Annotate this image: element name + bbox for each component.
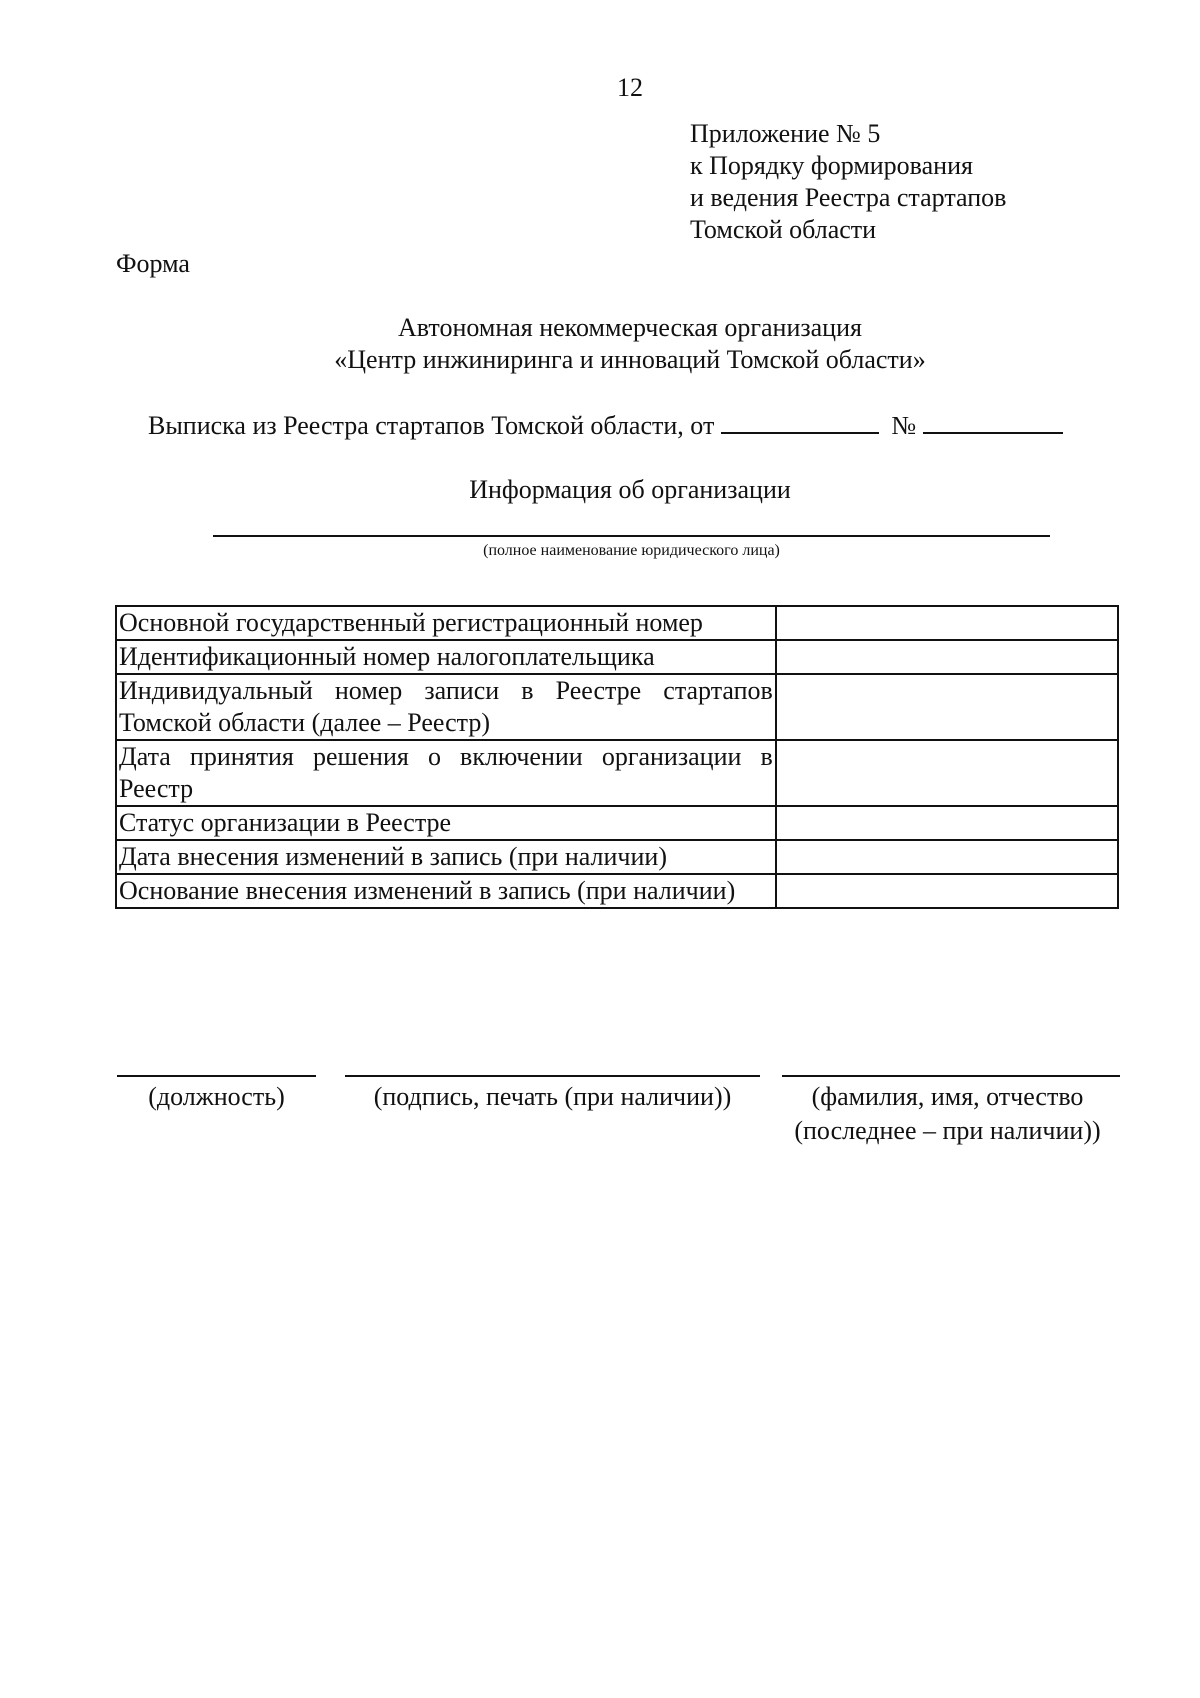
signature-caption: (подпись, печать (при наличии)) [373,1082,732,1111]
position-caption: (должность) [148,1082,285,1111]
table-row [116,840,1118,874]
info-title: Информация об организации [469,475,791,504]
row-value[interactable] [776,840,1118,874]
extract-heading [148,410,1063,442]
full-name-caption-line-1: (фамилия, имя, отчество [811,1082,1084,1111]
table-row [116,674,1118,740]
full-name-line[interactable] [782,1075,1120,1077]
extract-text: Выписка из Реестра стартапов Томской области, от [148,411,715,440]
row-value[interactable] [776,806,1118,840]
row-label: Индивидуальный номер записи в Реестре стартапов Томской области (далее – Реестр) [116,674,776,740]
table-row [116,740,1118,806]
row-label: Основной государственный регистрационный номер [116,606,776,640]
row-label: Дата принятия решения о включении организации в Реестр [116,740,776,806]
table-row [116,874,1118,908]
row-label: Идентификационный номер налогоплательщика [116,640,776,674]
row-label: Основание внесения изменений в запись (при наличии) [116,874,776,908]
full-name-caption [770,1080,1125,1148]
row-value[interactable] [776,674,1118,740]
appendix-line: Томской области [690,215,877,244]
appendix-line: Приложение № 5 [690,119,881,148]
registry-info-table [115,605,1119,909]
organization-name-line[interactable] [213,535,1050,537]
row-value[interactable] [776,606,1118,640]
organization-name [0,312,1200,376]
table-row [116,640,1118,674]
appendix-line: и ведения Реестра стартапов [690,183,1007,212]
organization-name-caption: (полное наименование юридического лица) [483,542,780,559]
number-sign: № [891,411,917,440]
row-value[interactable] [776,874,1118,908]
organization-line-2: «Центр инжиниринга и инноваций Томской области» [334,345,926,374]
signature-line[interactable] [345,1075,760,1077]
form-label: Форма [116,249,190,278]
extract-number-blank[interactable] [923,410,1063,434]
row-value[interactable] [776,640,1118,674]
row-label: Дата внесения изменений в запись (при наличии) [116,840,776,874]
appendix-block [690,118,1006,246]
page-number: 12 [617,73,643,102]
appendix-line: к Порядку формирования [690,151,973,180]
organization-line-1: Автономная некоммерческая организация [398,313,862,342]
table-row [116,806,1118,840]
row-label: Статус организации в Реестре [116,806,776,840]
row-value[interactable] [776,740,1118,806]
table-row [116,606,1118,640]
extract-date-blank[interactable] [721,410,879,434]
position-line[interactable] [117,1075,316,1077]
full-name-caption-line-2: (последнее – при наличии)) [794,1116,1101,1145]
